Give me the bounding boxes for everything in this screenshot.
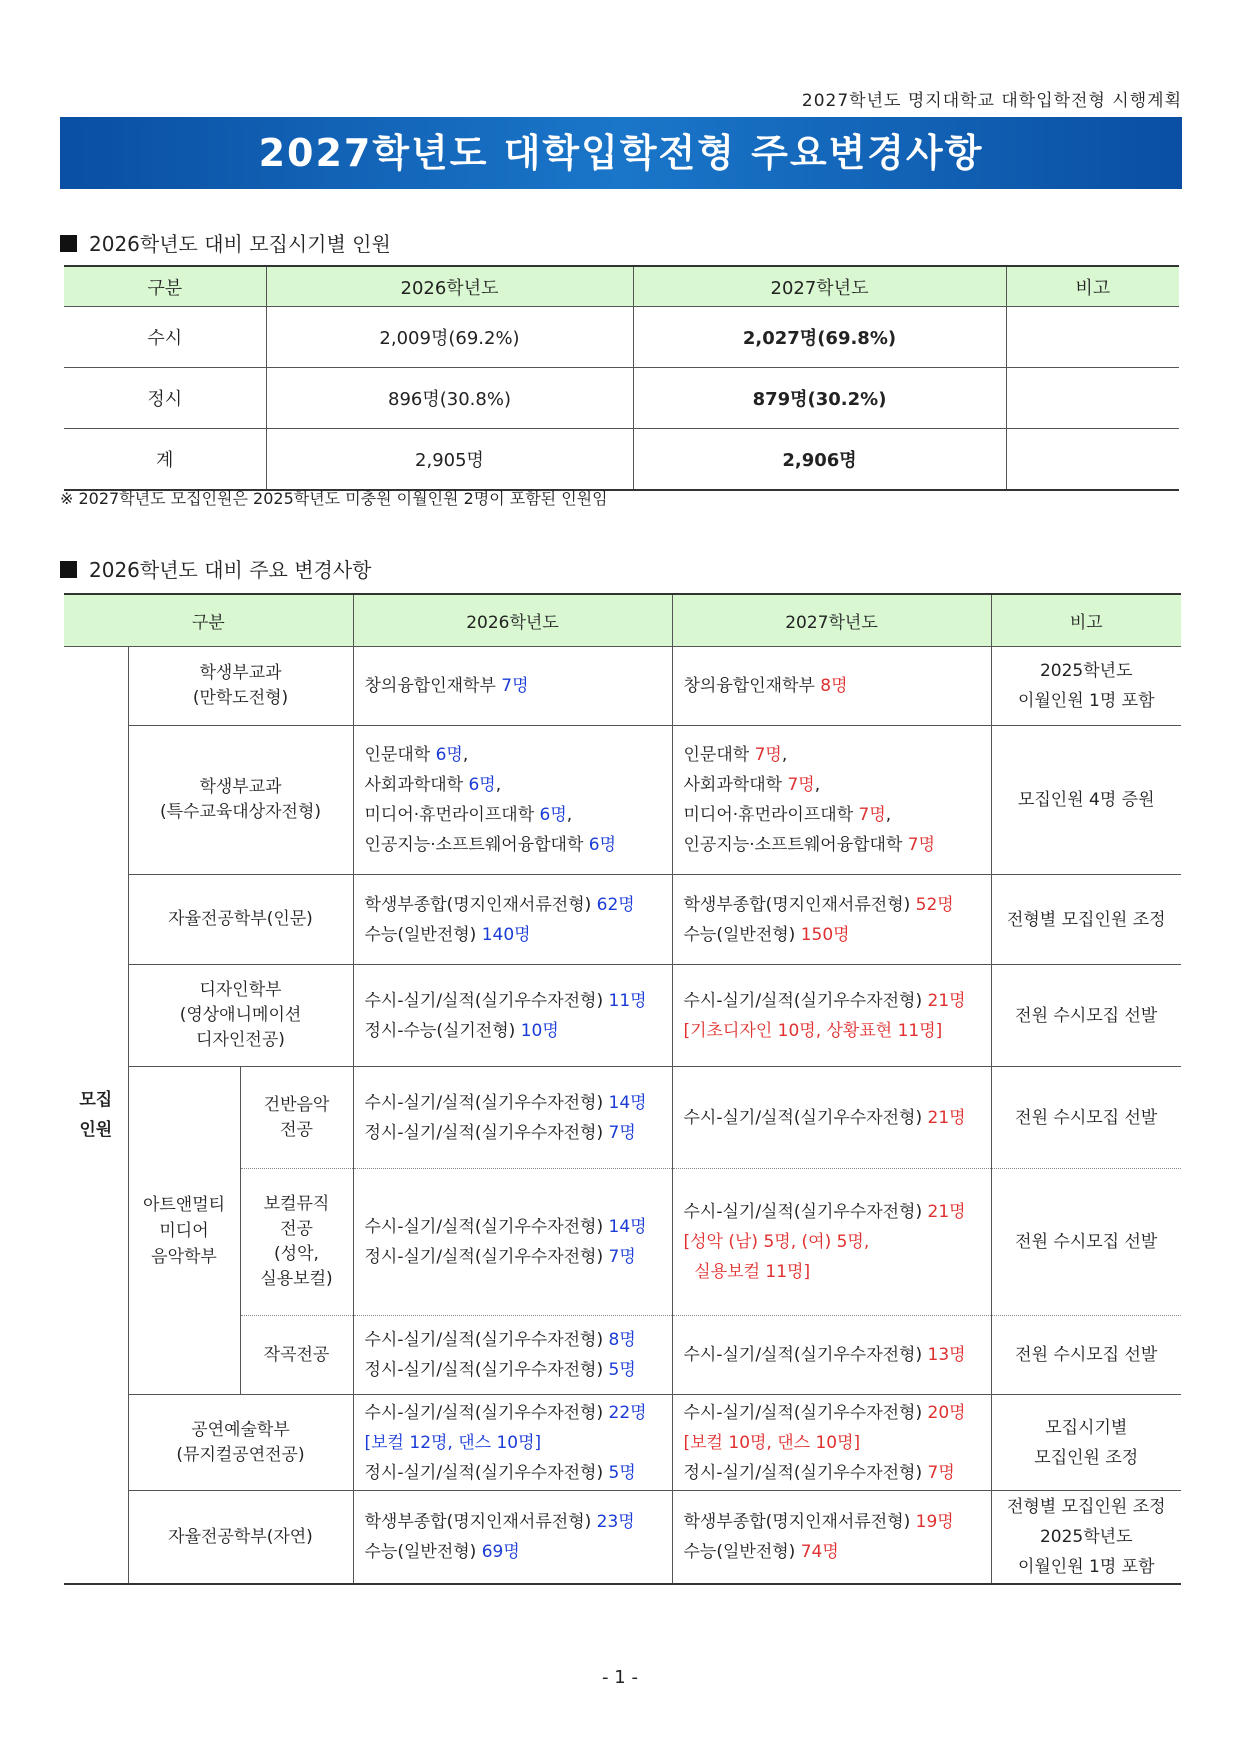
y2026-cell — [353, 726, 672, 875]
y2027-cell — [672, 1316, 991, 1395]
note-cell: 전원 수시모집 선발 — [991, 965, 1181, 1067]
y2026-line: 창의융합인재학부 7명 — [364, 676, 529, 696]
count-value: 21명 — [927, 1202, 966, 1222]
note-cell: 전원 수시모집 선발 — [991, 1169, 1181, 1316]
count-value: 21명 — [927, 1107, 966, 1128]
y2026-cell — [353, 1395, 672, 1491]
table-row: 정시 896명(30.8%) 879명(30.2%) — [64, 368, 1179, 429]
count-value: 13명 — [927, 1345, 966, 1365]
table-header: 구분 — [64, 594, 353, 647]
y2027-line: 수시-실기/실적(실기우수자전형) 21명 — [683, 1107, 966, 1128]
y2026-line: 정시-실기/실적(실기우수자전형) 5명 — [364, 1462, 636, 1483]
table-header: 2027학년도 — [672, 594, 991, 647]
row-category: 보컬뮤직 전공 (성악, 실용보컬) — [240, 1169, 353, 1316]
y2027-line — [684, 1428, 990, 1458]
count-value: 62명 — [596, 894, 635, 915]
y2026-cell — [353, 1169, 672, 1316]
y2026-line: 학생부종합(명지인재서류전형) 62명 — [364, 894, 635, 915]
row-category: 건반음악 전공 — [240, 1067, 353, 1169]
y2027-line: 수시-실기/실적(실기우수자전형) 21명 — [683, 1202, 966, 1222]
y2027-line: 정시-실기/실적(실기우수자전형) 7명 — [683, 1462, 955, 1483]
y2026-line: 수시-실기/실적(실기우수자전형) 14명 — [364, 1217, 647, 1237]
row-category: 자율전공학부(자연) — [128, 1491, 353, 1585]
y2027-line: 수능(일반전형) 150명 — [683, 924, 850, 945]
count-value: 6명 — [435, 745, 463, 765]
square-bullet-icon — [60, 561, 77, 578]
y2026-line: 미디어·휴먼라이프대학 6명, — [364, 805, 573, 825]
count-value: 7명 — [858, 805, 886, 825]
y2026-line: 인공지능·소프트웨어융합대학 6명 — [364, 835, 617, 855]
y2027-line: 미디어·휴먼라이프대학 7명, — [683, 805, 892, 825]
y2027-cell — [672, 1395, 991, 1491]
count-value: 19명 — [915, 1512, 954, 1532]
y2026-cell — [353, 1491, 672, 1585]
y2026-line: 수시-실기/실적(실기우수자전형) 11명 — [364, 990, 647, 1011]
count-value: [성악 (남) 5명, (여) 5명, — [683, 1232, 870, 1252]
row-category: 공연예술학부 (뮤지컬공연전공) — [128, 1395, 353, 1491]
section1-heading: 2026학년도 대비 모집시기별 인원 — [60, 228, 391, 257]
y2026-cell — [353, 1316, 672, 1395]
count-value: 6명 — [468, 775, 496, 795]
count-value: 10명 — [520, 1020, 559, 1041]
y2027-line: 사회과학대학 7명, — [683, 775, 821, 795]
note-cell: 전형별 모집인원 조정 — [991, 875, 1181, 965]
count-value: 8명 — [608, 1330, 636, 1350]
count-value: 150명 — [800, 924, 850, 945]
table-row — [64, 1491, 1181, 1585]
note-cell: 모집인원 4명 증원 — [991, 726, 1181, 875]
count-value: 23명 — [596, 1512, 635, 1532]
y2027-line — [684, 1257, 990, 1287]
y2026-line: 학생부종합(명지인재서류전형) 23명 — [364, 1512, 635, 1532]
count-value: 7명 — [501, 676, 529, 696]
y2026-line: 정시-실기/실적(실기우수자전형) 5명 — [364, 1360, 636, 1380]
table-header: 2026학년도 — [266, 266, 633, 307]
row-category: 디자인학부 (영상애니메이션 디자인전공) — [128, 965, 353, 1067]
count-value: 140명 — [481, 924, 531, 945]
count-value: 5명 — [608, 1360, 636, 1380]
music-department-label: 아트앤멀티 미디어 음악학부 — [128, 1067, 240, 1395]
count-value: 7명 — [907, 835, 936, 855]
y2026-cell — [353, 1067, 672, 1169]
y2027-cell — [672, 1067, 991, 1169]
y2027-cell — [672, 647, 991, 726]
row-category: 학생부교과 (만학도전형) — [128, 647, 353, 726]
count-value: 7명 — [787, 775, 815, 795]
table-row: 계 2,905명 2,906명 — [64, 429, 1179, 491]
count-value: 5명 — [608, 1462, 636, 1483]
y2027-cell — [672, 1169, 991, 1316]
y2026-line: 수시-실기/실적(실기우수자전형) 8명 — [364, 1330, 636, 1350]
y2027-line: 인문대학 7명, — [683, 745, 788, 765]
y2027-line — [684, 1016, 990, 1046]
row-category: 학생부교과 (특수교육대상자전형) — [128, 726, 353, 875]
table-row — [64, 1067, 1181, 1169]
page-number: - 1 - — [602, 1667, 638, 1688]
y2026-line: 인문대학 6명, — [364, 745, 469, 765]
y2026-line: 수능(일반전형) 69명 — [364, 1542, 520, 1562]
recruitment-period-table — [64, 265, 1179, 491]
y2027-line: 수시-실기/실적(실기우수자전형) 13명 — [683, 1345, 966, 1365]
y2027-line: 창의융합인재학부 8명 — [683, 676, 848, 696]
document-header: 2027학년도 명지대학교 대학입학전형 시행계획 — [801, 91, 1182, 111]
y2026-line: 정시-실기/실적(실기우수자전형) 7명 — [364, 1247, 636, 1267]
count-value: 52명 — [915, 894, 954, 915]
y2027-cell — [672, 875, 991, 965]
count-value: 7명 — [608, 1122, 636, 1143]
count-value: 6명 — [588, 835, 617, 855]
y2027-line — [684, 1227, 990, 1257]
note-cell: 전형별 모집인원 조정 2025학년도 이월인원 1명 포함 — [991, 1491, 1181, 1585]
group-label: 모집 인원 — [64, 647, 128, 1585]
y2027-cell — [672, 726, 991, 875]
note-cell: 2025학년도 이월인원 1명 포함 — [991, 647, 1181, 726]
count-value: 69명 — [481, 1542, 520, 1562]
count-value: 20명 — [927, 1402, 966, 1423]
section2-heading: 2026학년도 대비 주요 변경사항 — [60, 554, 372, 583]
table-header: 비고 — [1006, 266, 1179, 307]
y2026-line: 정시-수능(실기전형) 10명 — [364, 1020, 559, 1041]
y2026-cell — [353, 647, 672, 726]
y2026-line: 수시-실기/실적(실기우수자전형) 22명 — [364, 1402, 647, 1423]
count-value: 11명 — [608, 990, 647, 1011]
table-header: 구분 — [64, 266, 266, 307]
row-category: 작곡전공 — [240, 1316, 353, 1395]
y2026-cell — [353, 875, 672, 965]
count-value: 14명 — [608, 1217, 647, 1237]
y2027-line: 학생부종합(명지인재서류전형) 52명 — [683, 894, 954, 915]
table-row: 수시 2,009명(69.2%) 2,027명(69.8%) — [64, 307, 1179, 368]
y2026-line: 사회과학대학 6명, — [364, 775, 502, 795]
table-row — [64, 875, 1181, 965]
table-row — [64, 647, 1181, 726]
y2027-line: 수시-실기/실적(실기우수자전형) 20명 — [683, 1402, 966, 1423]
y2027-line: 수능(일반전형) 74명 — [683, 1542, 839, 1562]
note-cell: 모집시기별 모집인원 조정 — [991, 1395, 1181, 1491]
y2027-cell — [672, 965, 991, 1067]
y2026-cell — [353, 965, 672, 1067]
footnote: ※ 2027학년도 모집인원은 2025학년도 미충원 이월인원 2명이 포함된 인원임 — [60, 489, 608, 508]
table-row — [64, 965, 1181, 1067]
table-row — [64, 1395, 1181, 1491]
table-row — [64, 726, 1181, 875]
count-value: [보컬 12명, 댄스 10명] — [364, 1432, 542, 1453]
y2027-line: 인공지능·소프트웨어융합대학 7명 — [683, 835, 936, 855]
row-category: 자율전공학부(인문) — [128, 875, 353, 965]
table-header: 비고 — [991, 594, 1181, 647]
table-header: 2026학년도 — [353, 594, 672, 647]
count-value: 74명 — [800, 1542, 839, 1562]
y2026-line: 정시-실기/실적(실기우수자전형) 7명 — [364, 1122, 636, 1143]
square-bullet-icon — [60, 235, 77, 252]
page-title: 2027학년도 대학입학전형 주요변경사항 — [60, 117, 1182, 189]
note-cell: 전원 수시모집 선발 — [991, 1067, 1181, 1169]
y2027-cell — [672, 1491, 991, 1585]
note-cell: 전원 수시모집 선발 — [991, 1316, 1181, 1395]
major-changes-table — [64, 593, 1181, 1585]
count-value: 실용보컬 11명] — [683, 1262, 811, 1282]
y2027-line: 수시-실기/실적(실기우수자전형) 21명 — [683, 990, 966, 1011]
count-value: 21명 — [927, 990, 966, 1011]
count-value: 7명 — [754, 745, 782, 765]
count-value: [기초디자인 10명, 상황표현 11명] — [683, 1020, 943, 1041]
y2026-line: 수능(일반전형) 140명 — [364, 924, 531, 945]
count-value: 7명 — [927, 1462, 955, 1483]
y2026-line — [365, 1428, 671, 1458]
y2027-line: 학생부종합(명지인재서류전형) 19명 — [683, 1512, 954, 1532]
count-value: 7명 — [608, 1247, 636, 1267]
count-value: [보컬 10명, 댄스 10명] — [683, 1432, 861, 1453]
count-value: 8명 — [820, 676, 848, 696]
count-value: 22명 — [608, 1402, 647, 1423]
count-value: 6명 — [539, 805, 567, 825]
table-header: 2027학년도 — [633, 266, 1006, 307]
y2026-line: 수시-실기/실적(실기우수자전형) 14명 — [364, 1092, 647, 1113]
count-value: 14명 — [608, 1092, 647, 1113]
